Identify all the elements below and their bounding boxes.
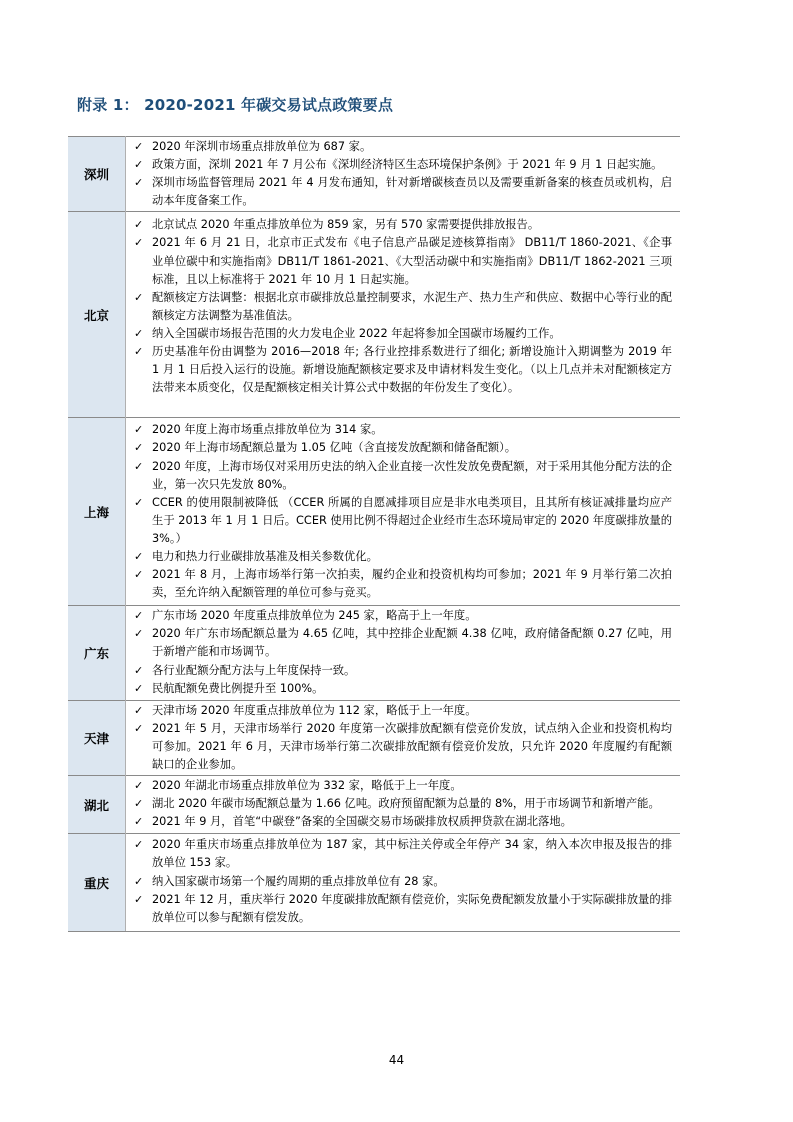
policy-item: [126, 458, 680, 494]
policy-item: [126, 216, 680, 234]
city-label: 北京: [68, 212, 126, 418]
check-icon: ✓: [134, 838, 144, 852]
check-icon: ✓: [134, 326, 144, 340]
check-icon: ✓: [134, 140, 144, 153]
city-label: 上海: [68, 418, 126, 606]
policy-item-text: 电力和热力行业碳排放基准及相关参数优化。: [152, 549, 378, 563]
city-row: [68, 137, 680, 212]
policy-item: [126, 439, 680, 457]
check-icon: ✓: [134, 779, 144, 793]
policy-item-text: 2020 年重庆市场重点排放单位为 187 家，其中标注关停或全年停产 34 家，纳入本次申报及报告的排放单位 153 家。: [152, 838, 672, 870]
check-icon: ✓: [134, 815, 144, 829]
check-icon: ✓: [134, 176, 144, 190]
policy-points: [126, 212, 681, 418]
policy-item: [126, 234, 680, 288]
policy-item-text: 政策方面，深圳 2021 年 7 月公布《深圳经济特区生态环境保护条例》于 2021 年 9 月 1 日起实施。: [152, 158, 663, 172]
policy-points: [126, 137, 681, 212]
policy-item: [126, 421, 680, 439]
page-number: 44: [388, 1053, 405, 1067]
check-icon: ✓: [134, 459, 144, 473]
check-icon: ✓: [134, 345, 144, 359]
policy-item: [126, 325, 680, 343]
policy-item-text: 2021 年 8 月，上海市场举行第一次拍卖，履约企业和投资机构均可参加；2021 年 9 月举行第二次拍卖，至允许纳入配额管理的单位可参与竞买。: [152, 568, 672, 600]
policy-item-text: 各行业配额分配方法与上年度保持一致。: [152, 663, 356, 677]
policy-item-text: CCER 的使用限制被降低 （CCER 所属的自愿减排项目应是非水电类项目，且其所有核证减排量均应产生于 2013 年 1 月 1 日后。CCER 使用比例不得超过企业经市生态环境局审定的 2020 年度碳排放量的 3%。）: [152, 495, 672, 545]
check-icon: ✓: [134, 609, 144, 623]
policy-item: [126, 777, 680, 795]
city-row: [68, 834, 680, 931]
check-icon: ✓: [134, 236, 144, 250]
policy-item-text: 广东市场 2020 年度重点排放单位为 245 家，略高于上一年度。: [152, 609, 477, 623]
policy-item: [126, 795, 680, 813]
policy-item-text: 2020 年广东市场配额总量为 4.65 亿吨，其中控排企业配额 4.38 亿吨，政府储备配额 0.27 亿吨，用于新增产能和市场调节。: [152, 627, 672, 659]
policy-item: [126, 289, 680, 325]
policy-item-text: 2021 年 12 月，重庆举行 2020 年度碳排放配额有偿竞价，实际免费配额发放量小于实际碳排放量的排放单位可以参与配额有偿发放。: [152, 892, 672, 924]
policy-item-text: 2021 年 9 月，首笔“中碳登”备案的全国碳交易市场碳排放权质押贷款在湖北落地。: [152, 815, 572, 829]
policy-item-text: 纳入国家碳市场第一个履约周期的重点排放单位有 28 家。: [152, 874, 445, 888]
policy-item-text: 天津市场 2020 年度重点排放单位为 112 家，略低于上一年度。: [152, 703, 477, 717]
city-label: 重庆: [68, 834, 126, 931]
page-title: 附录 1： 2020-2021 年碳交易试点政策要点: [77, 96, 394, 114]
policy-points: [126, 418, 681, 606]
check-icon: ✓: [134, 703, 144, 717]
policy-points: [126, 700, 681, 775]
policy-item: [126, 494, 680, 548]
policy-item: [126, 680, 680, 698]
policy-item-text: 深圳市场监督管理局 2021 年 4 月发布通知，针对新增碳核查员以及需要重新备案的核查员或机构，启动本年度备案工作。: [152, 176, 672, 208]
policy-item: [126, 566, 680, 602]
city-label: 天津: [68, 700, 126, 775]
check-icon: ✓: [134, 663, 144, 677]
policy-item-text: 2020 年深圳市场重点排放单位为 687 家。: [152, 140, 372, 153]
check-icon: ✓: [134, 892, 144, 906]
policy-item-text: 民航配额免费比例提升至 100%。: [152, 681, 324, 695]
policy-item-text: 2020 年度，上海市场仅对采用历史法的纳入企业直接一次性发放免费配额，对于采用其他分配方法的企业，第一次只先发放 80%。: [152, 459, 672, 491]
policy-item: [126, 662, 680, 680]
policy-item: [126, 873, 680, 891]
check-icon: ✓: [134, 797, 144, 811]
policy-item: [126, 156, 680, 174]
policy-item-text: 2020 年湖北市场重点排放单位为 332 家，略低于上一年度。: [152, 779, 462, 793]
policy-item-text: 2021 年 5 月，天津市场举行 2020 年度第一次碳排放配额有偿竞价发放，试点纳入企业和投资机构均可参加。2021 年 6 月，天津市场举行第二次碳排放配额有偿竞价发放，只允许 2020 年度履约有配额缺口的企业参加。: [152, 721, 672, 771]
policy-points: [126, 606, 681, 700]
check-icon: ✓: [134, 874, 144, 888]
policy-item-text: 纳入全国碳市场报告范围的火力发电企业 2022 年起将参加全国碳市场履约工作。: [152, 326, 561, 340]
policy-item: [126, 836, 680, 872]
policy-item-text: 2021 年 6 月 21 日，北京市正式发布《电子信息产品碳足迹核算指南》 DB11/T 1860-2021、《企事业单位碳中和实施指南》DB11/T 1861-2021、《大型活动碳中和实施指南》DB11/T 1862-2021 三项标准，且以上标准将于 2021 年 10 月 1 日起实施。: [152, 236, 672, 286]
policy-item-text: 2020 年度上海市场重点排放单位为 314 家。: [152, 423, 383, 437]
check-icon: ✓: [134, 290, 144, 304]
policy-item: [126, 607, 680, 625]
policy-item-text: 北京试点 2020 年重点排放单位为 859 家，另有 570 家需要提供排放报告。: [152, 218, 540, 232]
policy-item-text: 2020 年上海市场配额总量为 1.05 亿吨（含直接发放配额和储备配额）。: [152, 441, 517, 455]
check-icon: ✓: [134, 218, 144, 232]
city-row: [68, 606, 680, 700]
city-row: [68, 700, 680, 775]
check-icon: ✓: [134, 495, 144, 509]
check-icon: ✓: [134, 549, 144, 563]
policy-points: [126, 834, 681, 931]
city-label: 广东: [68, 606, 126, 700]
city-row: [68, 776, 680, 834]
policy-item-text: 历史基准年份由调整为 2016—2018 年; 各行业控排系数进行了细化; 新增设施计入期调整为 2019 年 1 月 1 日后投入运行的设施。新增设施配额核定要求及申请材料发生变化。（以上几点并未对配额核定方法带来本质变化，仅是配额核定相关计算公式中数据的年份发生了变化）。: [152, 345, 672, 395]
check-icon: ✓: [134, 681, 144, 695]
policy-item: [126, 343, 680, 397]
city-label: 深圳: [68, 137, 126, 212]
city-label: 湖北: [68, 776, 126, 834]
check-icon: ✓: [134, 423, 144, 437]
policy-item: [126, 548, 680, 566]
policy-item-text: 湖北 2020 年碳市场配额总量为 1.66 亿吨。政府预留配额为总量的 8%，用于市场调节和新增产能。: [152, 797, 660, 811]
policy-item: [126, 813, 680, 831]
check-icon: ✓: [134, 721, 144, 735]
policy-item: [126, 720, 680, 774]
policy-item: [126, 702, 680, 720]
policy-table: [68, 136, 680, 932]
policy-item: [126, 891, 680, 927]
check-icon: ✓: [134, 158, 144, 172]
check-icon: ✓: [134, 627, 144, 641]
check-icon: ✓: [134, 568, 144, 582]
city-row: [68, 212, 680, 418]
policy-item: [126, 174, 680, 210]
check-icon: ✓: [134, 441, 144, 455]
city-row: [68, 418, 680, 606]
policy-item-text: 配额核定方法调整：根据北京市碳排放总量控制要求，水泥生产、热力生产和供应、数据中心等行业的配额核定方法调整为基准值法。: [152, 290, 672, 322]
policy-item: [126, 625, 680, 661]
policy-item: [126, 138, 680, 156]
policy-points: [126, 776, 681, 834]
